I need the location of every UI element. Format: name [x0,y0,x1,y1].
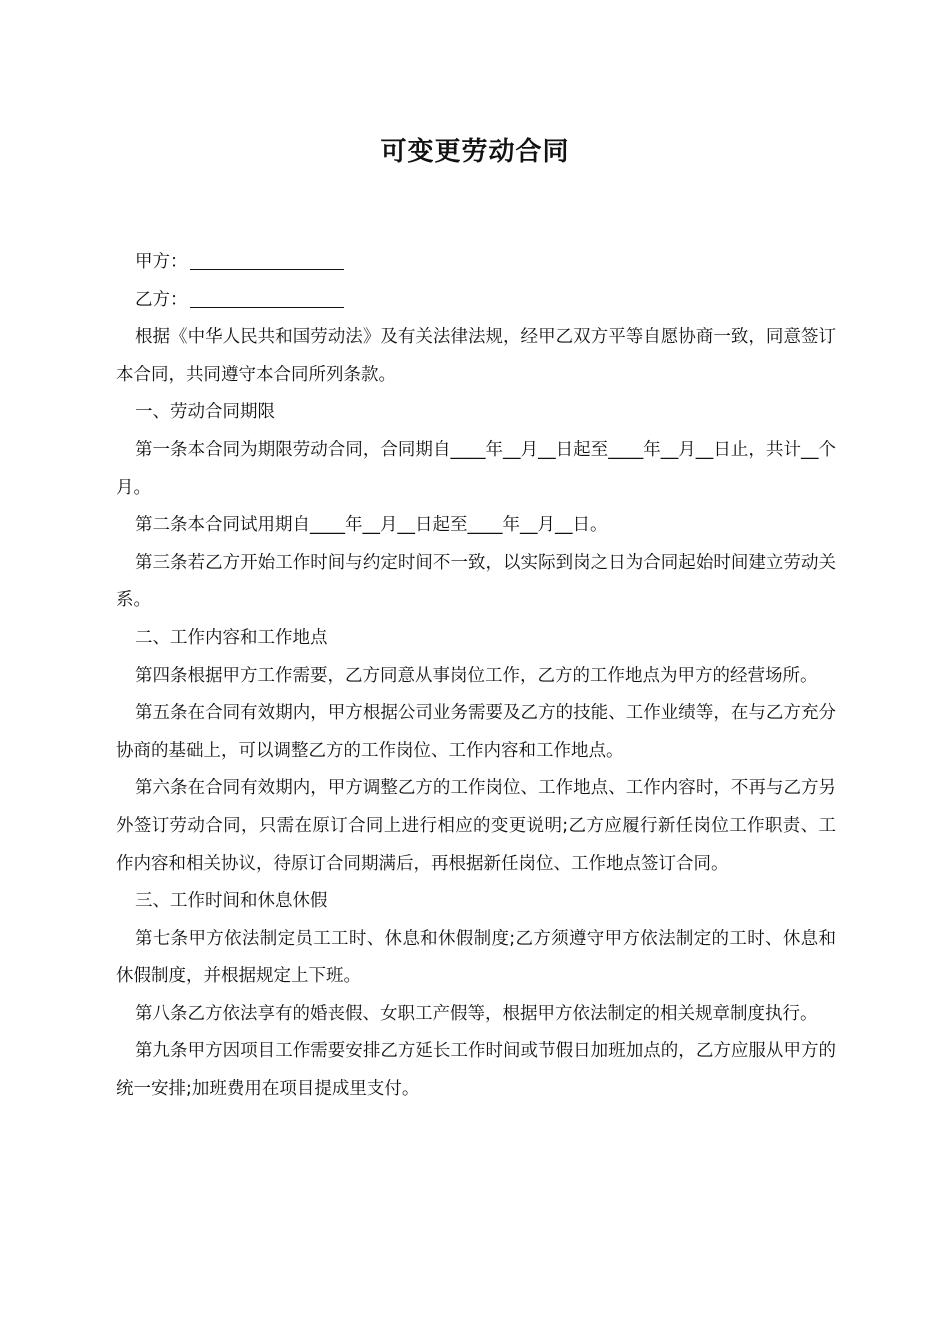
party-b-label: 乙方： [135,289,188,310]
party-b-blank [190,287,344,308]
document-body [116,244,836,1109]
section-heading-work-content: 二、工作内容和工作地点 [135,627,328,648]
party-a-blank [190,249,344,270]
section-heading-contract-term: 一、劳动合同期限 [135,402,275,423]
article-3-paragraph: 第三条若乙方开始工作时间与约定时间不一致，以实际到岗之日为合同起始时间建立劳动关系。 [116,552,836,611]
party-a-field [116,244,836,282]
document-title: 可变更劳动合同 [380,137,570,167]
party-a-label: 甲方： [135,252,188,272]
article-8-paragraph: 第八条乙方依法享有的婚丧假、女职工产假等，根据甲方依法制定的相关规章制度执行。 [135,1003,818,1024]
article-9-paragraph: 第九条甲方因项目工作需要安排乙方延长工作时间或节假日加班加点的，乙方应服从甲方的统一安排;加班费用在项目提成里支付。 [116,1041,836,1100]
article-2-paragraph: 第二条本合同试用期自____年__月__日起至____年__月__日。 [135,515,608,536]
preamble-paragraph: 根据《中华人民共和国劳动法》及有关法律法规，经甲乙双方平等自愿协商一致，同意签订本合同，共同遵守本合同所列条款。 [116,327,836,385]
party-b-field [116,282,836,320]
article-6-paragraph: 第六条在合同有效期内，甲方调整乙方的工作岗位、工作地点、工作内容时，不再与乙方另外签订劳动合同，只需在原订合同上进行相应的变更说明;乙方应履行新任岗位工作职责、工作内容和相关协议，待原订合同期满后，再根据新任岗位、工作地点签订合同。 [116,778,836,874]
article-4-paragraph: 第四条根据甲方工作需要，乙方同意从事岗位工作，乙方的工作地点为甲方的经营场所。 [135,665,818,686]
article-1-paragraph: 第一条本合同为期限劳动合同，合同期自____年__月__日起至____年__月__日止，共计__个月。 [116,439,836,498]
article-5-paragraph: 第五条在合同有效期内，甲方根据公司业务需要及乙方的技能、工作业绩等，在与乙方充分协商的基础上，可以调整乙方的工作岗位、工作内容和工作地点。 [116,703,836,761]
article-7-paragraph: 第七条甲方依法制定员工工时、休息和休假制度;乙方须遵守甲方依法制定的工时、休息和休假制度，并根据规定上下班。 [116,928,836,987]
section-heading-work-hours: 三、工作时间和休息休假 [135,891,328,912]
